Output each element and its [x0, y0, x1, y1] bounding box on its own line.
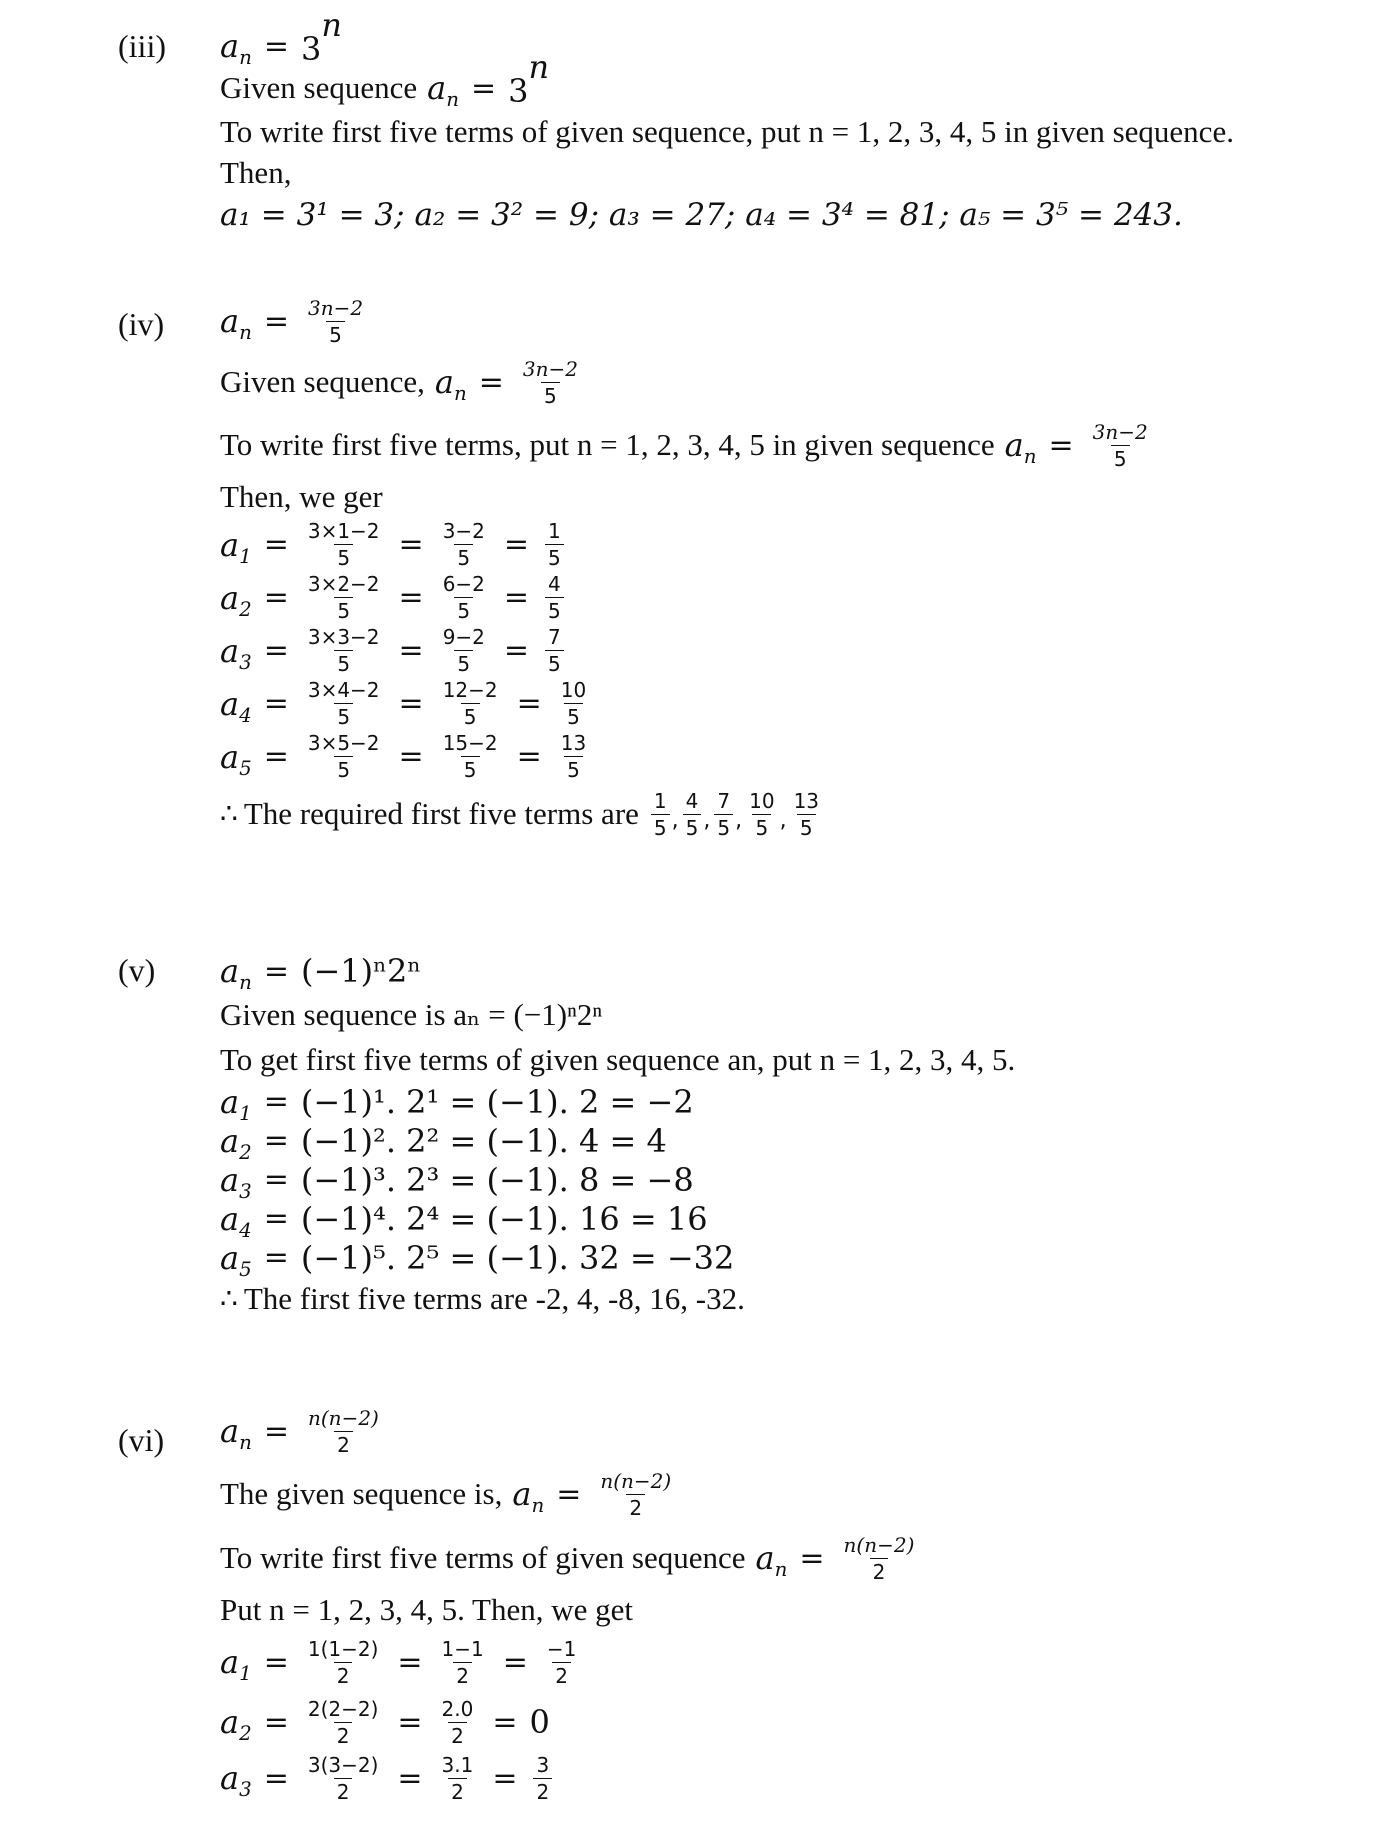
part-label: (vi) [118, 1422, 165, 1458]
term-symbol: $a_1$ [220, 525, 252, 568]
part-label: (iv) [118, 306, 165, 342]
fraction [440, 677, 501, 730]
then-line: Then, [220, 155, 292, 190]
equals-sign: = [398, 580, 424, 615]
term-index: 2 [239, 597, 252, 621]
term-symbol: $a_5$ [220, 1238, 252, 1281]
fraction [440, 571, 488, 624]
conclusion-line: ∴ The first five terms are -2, 4, -8, 16, -32. [220, 1281, 745, 1316]
instruction-line: To write first five terms of given sequence $a_n$ = $\frac{n(n-2)}{2}$ [220, 1526, 1343, 1590]
numerator: 7 [548, 625, 561, 649]
term-expression: (−1)². 2² = (−1). 4 = 4 [300, 1121, 667, 1160]
term-symbol: $a_4$ [220, 684, 252, 727]
fraction: $\frac{n(n-2)}{2}$ [308, 1405, 379, 1457]
fraction [791, 788, 822, 841]
term-row [220, 571, 1343, 624]
denominator: 5 [334, 650, 353, 677]
fraction [440, 730, 501, 783]
equals-sign: = [263, 1123, 289, 1158]
fraction [440, 518, 488, 571]
term-row [220, 730, 1343, 783]
term-index: 1 [239, 544, 252, 568]
equals-sign: = [263, 1162, 289, 1197]
fraction [305, 571, 383, 624]
term-rows [220, 1082, 1343, 1281]
given-line: Given sequence, $a_n$ = $\frac{3n-2}{5}$ [220, 350, 1343, 414]
term-symbol: $a_3$ [220, 1160, 252, 1203]
denominator: 5 [334, 703, 353, 730]
instruction-line: To write first five terms, put n = 1, 2, 3, 4, 5 in given sequence $a_n$ = $\frac{3n-2}{5}$ [220, 414, 1343, 476]
numerator: 3×1−2 [307, 519, 380, 543]
fraction: $\frac{n(n-2)}{2}$ [600, 1468, 672, 1520]
denominator: 5 [545, 650, 564, 677]
term-row [220, 1082, 1343, 1125]
numerator: 3×4−2 [307, 678, 380, 702]
numerator: 15−2 [442, 731, 498, 755]
denominator: 5 [564, 756, 583, 783]
denominator: 5 [752, 814, 771, 841]
term-index: 4 [239, 1218, 252, 1242]
fraction [545, 518, 564, 571]
term-row: $a_2$ = $\frac{2(2-2)}{2}$ = $\frac{2.0}{2}$ = 0 [220, 1696, 550, 1748]
equals-sign: = [263, 527, 289, 562]
denominator: 5 [461, 703, 480, 730]
equals-sign: = [503, 633, 530, 668]
equals-sign: = [263, 1240, 289, 1275]
numerator: 10 [749, 788, 775, 813]
numerator: 12−2 [442, 678, 498, 702]
fraction [440, 624, 488, 677]
term-index: 5 [239, 756, 252, 780]
fraction: $\frac{3n-2}{5}$ [308, 295, 364, 347]
given-line: Given sequence is aₙ = (−1)ⁿ2ⁿ [220, 997, 603, 1032]
numerator: 10 [560, 678, 587, 702]
denominator: 5 [334, 756, 353, 783]
equals-sign: = [263, 739, 289, 774]
part-content [220, 1400, 1343, 1806]
part-content [220, 950, 1343, 1321]
denominator: 5 [334, 544, 353, 571]
equals-sign: = [263, 686, 289, 721]
denominator: 5 [683, 814, 702, 841]
denominator: 5 [461, 756, 480, 783]
fraction: $\frac{3n-2}{5}$ [1092, 419, 1148, 471]
numerator: 9−2 [442, 625, 485, 649]
denominator: 5 [714, 814, 733, 841]
fraction [305, 518, 383, 571]
comma: , [779, 807, 787, 833]
def-rhs: 3$^n$ [301, 5, 342, 68]
term-expression: (−1)¹. 2¹ = (−1). 2 = −2 [300, 1082, 694, 1121]
term-expression: (−1)⁴. 2⁴ = (−1). 16 = 16 [300, 1199, 708, 1238]
denominator: 5 [651, 814, 670, 841]
definition-line: $a_n$ = 3$^n$ [220, 5, 342, 69]
fraction [305, 677, 383, 730]
term-symbol: $a_2$ [220, 1121, 252, 1164]
term-rows [220, 518, 1343, 783]
term-row [220, 624, 1343, 677]
comma: , [671, 807, 679, 833]
equals-sign: = [263, 580, 289, 615]
equals-sign: = [516, 686, 542, 721]
fraction: $\frac{3n-2}{5}$ [522, 356, 578, 408]
numerator: 1 [548, 519, 561, 543]
conclusion-line: ∴ The required first five terms are $\frac{1}{5}$ , $\frac{4}{5}$ , $\frac{7}{5}$ , $\frac{10}{5}$ , $\frac{13}{5}$ [220, 783, 1343, 845]
term-index: 3 [239, 1179, 252, 1203]
denominator: 5 [454, 544, 473, 571]
definition-line: $a_n$ = $\frac{3n-2}{5}$ [220, 292, 1343, 350]
numerator: 1 [653, 788, 667, 813]
term-index: 5 [239, 1257, 252, 1281]
then-line: Then, we ger [220, 479, 383, 514]
given-line: The given sequence is, $a_n$ = $\frac{n(n-2)}{2}$ [220, 1462, 1343, 1526]
term-symbol: $a_1$ [220, 1082, 252, 1125]
denominator: 5 [334, 597, 353, 624]
term-row [220, 1238, 1343, 1281]
fraction [558, 730, 589, 783]
equals-sign: = [398, 527, 424, 562]
equals-sign: = [398, 633, 424, 668]
term-row: $a_1$ = $\frac{1(1-2)}{2}$ = $\frac{1-1}{2}$ = $\frac{-1}{2}$ [220, 1636, 577, 1688]
denominator: 5 [797, 814, 816, 841]
fraction [305, 730, 383, 783]
numerator: 4 [548, 572, 561, 596]
fraction [714, 788, 733, 841]
term-row [220, 1160, 1343, 1203]
definition-line: $a_n$ = (−1)ⁿ2ⁿ [220, 952, 422, 994]
numerator: 3−2 [442, 519, 485, 543]
fraction: $\frac{n(n-2)}{2}$ [843, 1532, 915, 1584]
equals-sign: = [398, 739, 424, 774]
equals-sign: = [516, 739, 542, 774]
equals-sign: = [398, 686, 424, 721]
comma: , [735, 807, 743, 833]
numerator: 7 [717, 788, 731, 813]
comma: , [703, 807, 711, 833]
numerator: 13 [793, 788, 820, 813]
fraction [545, 624, 564, 677]
numerator: 3×3−2 [307, 625, 380, 649]
term-expression: (−1)³. 2³ = (−1). 8 = −8 [300, 1160, 694, 1199]
term-row [220, 1121, 1343, 1164]
equals-sign: = [503, 527, 530, 562]
denominator: 5 [545, 544, 564, 571]
term-row [220, 1199, 1343, 1242]
part-content [220, 292, 1343, 845]
instruction-line: To get first five terms of given sequence an, put n = 1, 2, 3, 4, 5. [220, 1042, 1016, 1077]
instruction-line: To write first five terms of given sequence, put n = 1, 2, 3, 4, 5 in given sequence. [220, 114, 1234, 149]
put-line: Put n = 1, 2, 3, 4, 5. Then, we get [220, 1592, 633, 1627]
part-content [220, 5, 1343, 238]
denominator: 5 [564, 703, 583, 730]
numerator: 13 [560, 731, 587, 755]
term-index: 2 [239, 1140, 252, 1164]
fraction [746, 788, 777, 841]
numerator: 4 [685, 788, 699, 813]
term-index: 1 [239, 1101, 252, 1125]
denominator: 5 [454, 597, 473, 624]
term-row [220, 518, 1343, 571]
definition-line: $a_n$ = $\frac{n(n-2)}{2}$ [220, 1400, 1343, 1462]
terms-line: a₁ = 3¹ = 3; a₂ = 3² = 9; a₃ = 27; a₄ = 3⁴ = 81; a₅ = 3⁵ = 243. [220, 197, 1183, 233]
part-label: (iii) [118, 28, 166, 64]
given-line: Given sequence $a_n$ = 3$^n$ [220, 47, 550, 111]
answer-list [647, 788, 826, 841]
fraction [305, 624, 383, 677]
term-row [220, 677, 1343, 730]
numerator: 6−2 [442, 572, 485, 596]
fraction [545, 571, 564, 624]
equals-sign: = [263, 1084, 289, 1119]
numerator: 3×2−2 [307, 572, 380, 596]
equals-sign: = [263, 633, 289, 668]
fraction [683, 788, 702, 841]
denominator: 5 [545, 597, 564, 624]
fraction [651, 788, 670, 841]
equals-sign: = [263, 1201, 289, 1236]
term-symbol: $a_3$ [220, 631, 252, 674]
term-symbol: $a_4$ [220, 1199, 252, 1242]
part-label: (v) [118, 952, 156, 988]
numerator: 3×5−2 [307, 731, 380, 755]
term-symbol: $a_2$ [220, 578, 252, 621]
equals-sign: = [503, 580, 530, 615]
term-symbol: $a_5$ [220, 737, 252, 780]
term-row: $a_3$ = $\frac{3(3-2)}{2}$ = $\frac{3.1}{2}$ = $\frac{3}{2}$ [220, 1750, 1343, 1806]
term-expression: (−1)⁵. 2⁵ = (−1). 32 = −32 [300, 1238, 735, 1277]
term-index: 4 [239, 703, 252, 727]
fraction [558, 677, 589, 730]
term-index: 3 [239, 650, 252, 674]
denominator: 5 [454, 650, 473, 677]
